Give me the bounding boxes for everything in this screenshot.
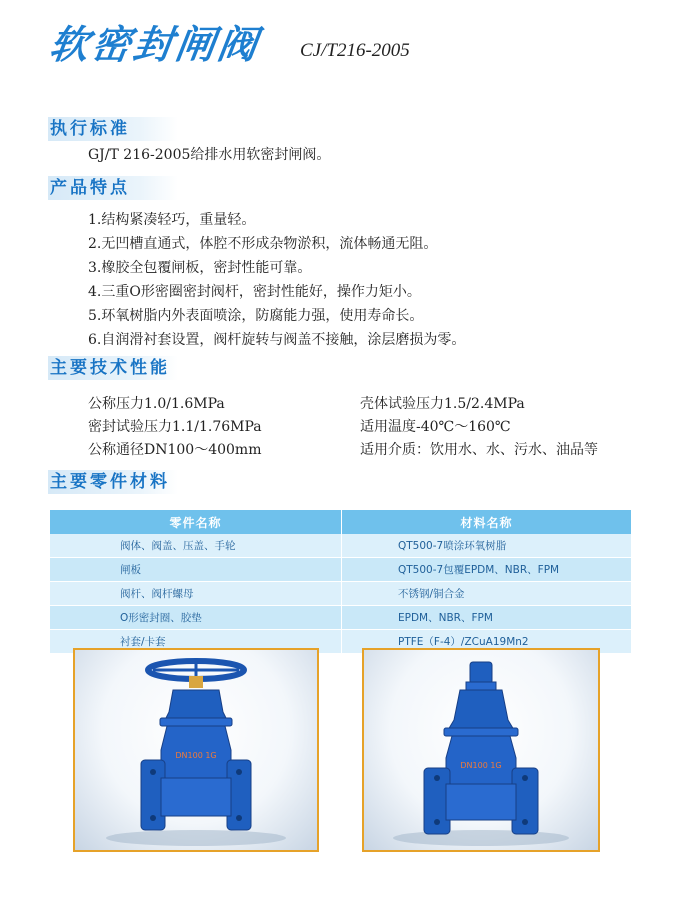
tech-seal-test-pressure: 密封试验压力1.1/1.76MPa — [88, 419, 262, 435]
feature-item-1: 1.结构紧凑轻巧，重量轻。 — [88, 212, 256, 228]
photo-handwheel-gate-valve — [73, 648, 319, 852]
tech-temperature: 适用温度-40℃～160℃ — [360, 419, 511, 435]
table-header-material: 材料名称 — [342, 510, 632, 534]
section-heading-features: 产品特点 — [48, 176, 178, 200]
table-row — [50, 582, 632, 606]
section-heading-execution-standard: 执行标准 — [48, 117, 178, 141]
tech-medium: 适用介质：饮用水、水、污水、油品等 — [360, 442, 598, 458]
part-cell: 闸板 — [50, 558, 342, 582]
material-cell: QT500-7包覆EPDM、NBR、FPM — [342, 558, 632, 582]
table-header-part: 零件名称 — [50, 510, 342, 534]
part-cell: 衬套/卡套 — [50, 630, 342, 654]
material-cell: EPDM、NBR、FPM — [342, 606, 632, 630]
material-cell: 不锈钢/铜合金 — [342, 582, 632, 606]
table-row — [50, 534, 632, 558]
tech-nominal-diameter: 公称通径DN100～400mm — [88, 442, 262, 458]
tech-shell-test-pressure: 壳体试验压力1.5/2.4MPa — [360, 396, 525, 412]
feature-item-3: 3.橡胶全包覆闸板，密封性能可靠。 — [88, 260, 312, 276]
materials-table — [50, 510, 632, 654]
standard-code: CJ/T216-2005 — [300, 40, 410, 61]
material-cell: QT500-7喷涂环氧树脂 — [342, 534, 632, 558]
execution-standard-text: GJ/T 216-2005给排水用软密封闸阀。 — [88, 147, 331, 163]
valve-marking-text: DN100 1G — [175, 751, 217, 760]
table-row — [50, 606, 632, 630]
feature-item-4: 4.三重O形密圈密封阀杆，密封性能好，操作力矩小。 — [88, 284, 421, 300]
part-cell: 阀杆、阀杆螺母 — [50, 582, 342, 606]
part-cell: O形密封圈、胶垫 — [50, 606, 342, 630]
part-cell: 阀体、阀盖、压盖、手轮 — [50, 534, 342, 558]
valve-marking-text: DN100 1G — [460, 761, 502, 770]
photo-cap-top-gate-valve — [362, 648, 600, 852]
table-row — [50, 558, 632, 582]
section-heading-technical: 主要技术性能 — [48, 356, 178, 380]
tech-nominal-pressure: 公称压力1.0/1.6MPa — [88, 396, 225, 412]
material-cell: PTFE（F-4）/ZCuA19Mn2 — [342, 630, 632, 654]
feature-item-2: 2.无凹槽直通式，体腔不形成杂物淤积，流体畅通无阻。 — [88, 236, 438, 252]
feature-item-6: 6.自润滑衬套设置，阀杆旋转与阀盖不接触，涂层磨损为零。 — [88, 332, 466, 348]
section-heading-materials: 主要零件材料 — [48, 470, 178, 494]
feature-item-5: 5.环氧树脂内外表面喷涂，防腐能力强，使用寿命长。 — [88, 308, 424, 324]
page-title: 软密封闸阀 — [46, 23, 263, 68]
